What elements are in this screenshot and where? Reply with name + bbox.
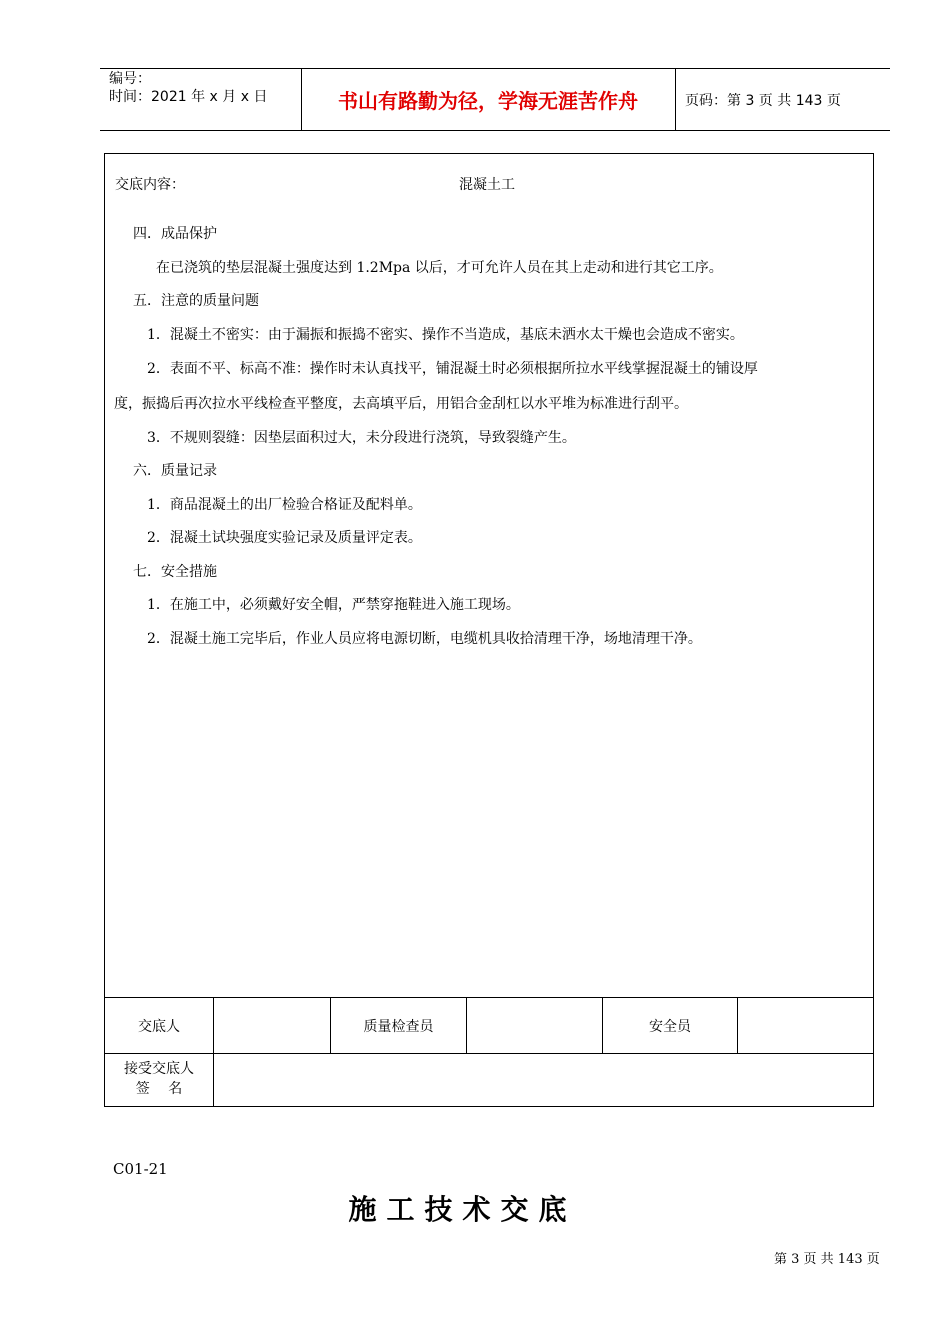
page-header — [100, 68, 890, 131]
header-page-cell — [676, 69, 890, 130]
quality-inspector-signature-field[interactable] — [467, 998, 603, 1053]
discloser-label: 交底人 — [105, 998, 214, 1053]
content-title: 混凝土工 — [459, 177, 515, 193]
list-item: 2．混凝土试块强度实验记录及质量评定表。 — [147, 530, 422, 546]
time-line: 时间：2021 年 x 月 x 日 — [109, 89, 268, 105]
paragraph-line: 在已浇筑的垫层混凝土强度达到 1.2Mpa 以后，才可允许人员在其上走动和进行其它工序。 — [156, 260, 723, 276]
list-item-continuation: 度，振捣后再次拉水平线检查平整度，去高填平后，用铝合金刮杠以水平堆为标准进行刮平。 — [114, 396, 688, 412]
document-title: 施工技术交底 — [348, 1193, 577, 1226]
list-item: 2．表面不平、标高不准：操作时未认真找平，铺混凝土时必须根据所拉水平线掌握混凝土的铺设厚 — [147, 361, 758, 377]
disclosure-content-cell — [104, 153, 874, 998]
signature-row — [104, 997, 874, 1054]
header-motto-cell — [301, 69, 676, 130]
receiver-label — [105, 1052, 214, 1106]
section-heading: 六．质量记录 — [133, 463, 217, 479]
list-item: 2．混凝土施工完毕后，作业人员应将电源切断，电缆机具收拾清理干净，场地清理干净。 — [147, 631, 702, 647]
content-label: 交底内容： — [115, 177, 185, 193]
list-item: 3．不规则裂缝：因垫层面积过大，未分段进行浇筑，导致裂缝产生。 — [147, 430, 576, 446]
safety-officer-signature-field[interactable] — [738, 998, 873, 1053]
receiver-row — [104, 1052, 874, 1107]
safety-officer-label: 安全员 — [603, 998, 738, 1053]
page-info: 页码：第 3 页 共 143 页 — [685, 92, 841, 109]
list-item: 1．在施工中，必须戴好安全帽，严禁穿拖鞋进入施工现场。 — [147, 597, 520, 613]
motto: 书山有路勤为径，学海无涯苦作舟 — [338, 89, 638, 113]
receiver-label-line2: 签 名 — [135, 1081, 183, 1097]
section-heading: 四．成品保护 — [133, 226, 217, 242]
section-heading: 七．安全措施 — [133, 564, 217, 580]
serial-label: 编号： — [109, 71, 151, 87]
receiver-signature-field[interactable] — [214, 1052, 873, 1106]
quality-inspector-label: 质量检查员 — [331, 998, 467, 1053]
list-item: 1．商品混凝土的出厂检验合格证及配料单。 — [147, 497, 422, 513]
form-code: C01-21 — [113, 1160, 168, 1178]
page-footer: 第 3 页 共 143 页 — [774, 1252, 880, 1267]
list-item: 1．混凝土不密实：由于漏振和振捣不密实、操作不当造成，基底未洒水太干燥也会造成不密实。 — [147, 327, 744, 343]
discloser-signature-field[interactable] — [214, 998, 331, 1053]
section-heading: 五．注意的质量问题 — [133, 293, 259, 309]
receiver-label-line1: 接受交底人 — [124, 1061, 194, 1077]
header-meta-cell — [100, 69, 302, 130]
